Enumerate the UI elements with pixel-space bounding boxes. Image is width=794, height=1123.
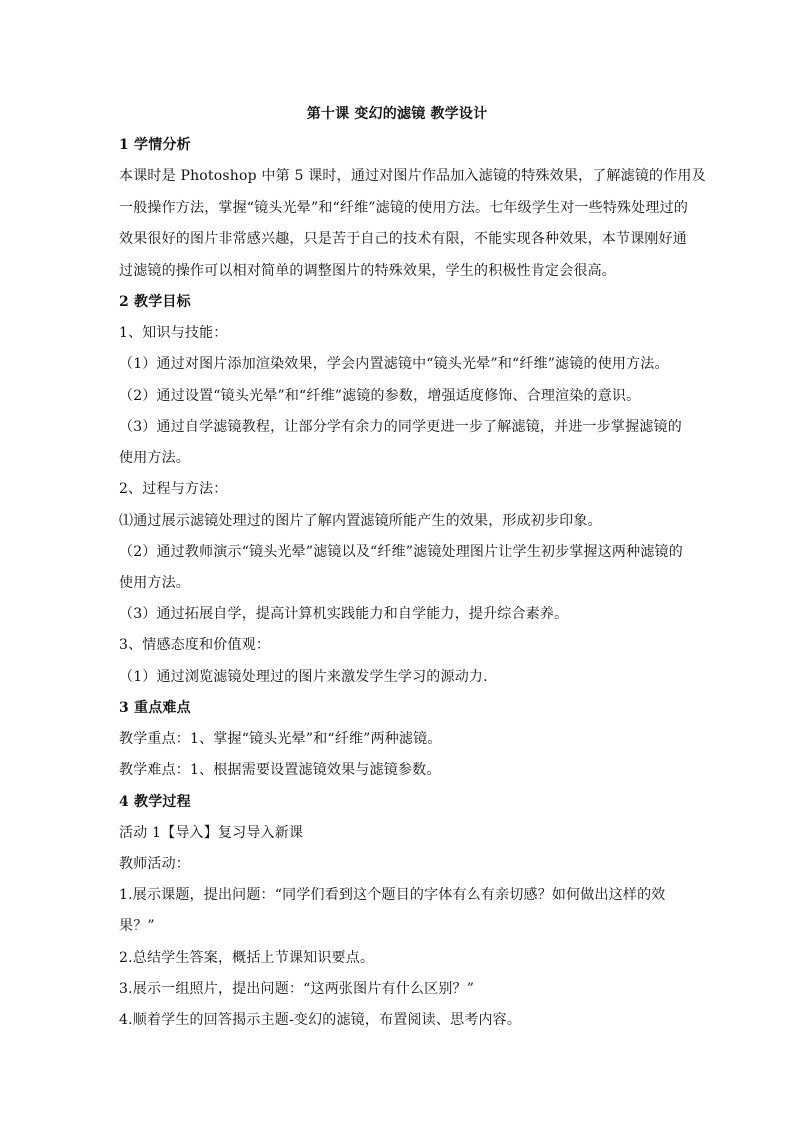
list-item: （1）通过对图片添加渲染效果，学会内置滤镜中“镜头光晕”和“纤维”滤镜的使用方法。 <box>119 356 669 372</box>
list-item: （3）通过自学滤镜教程，让部分学有余力的同学更进一步了解滤镜，并进一步掌握滤镜的 <box>119 419 682 435</box>
list-item: 4.顺着学生的回答揭示主题-变幻的滤镜，布置阅读、思考内容。 <box>119 1012 522 1028</box>
section-heading-analysis: 1 学情分析 <box>119 137 191 153</box>
list-item: （2）通过教师演示“镜头光晕”滤镜以及“纤维”滤镜处理图片让学生初步掌握这两种滤镜的 <box>119 544 683 560</box>
key-point-text: 教学重点：1、掌握“镜头光晕”和“纤维”两种滤镜。 <box>119 731 442 747</box>
list-item: 3.展示一组照片，提出问题：“这两张图片有什么区别？” <box>119 981 475 997</box>
section-heading-goals: 2 教学目标 <box>119 294 191 310</box>
list-item: 2.总结学生答案，概括上节课知识要点。 <box>119 950 375 966</box>
section-heading-key-points: 3 重点难点 <box>119 700 191 716</box>
subheading-knowledge: 1、知识与技能： <box>119 325 228 341</box>
list-item: 1.展示课题，提出问题：“同学们看到这个题目的字体有么有亲切感？如何做出这样的效 <box>119 887 666 903</box>
difficult-point-text: 教学难点：1、根据需要设置滤镜效果与滤镜参数。 <box>119 762 441 778</box>
document-title: 第十课 变幻的滤镜 教学设计 <box>306 106 488 122</box>
list-item-continuation: 使用方法。 <box>119 450 190 466</box>
list-item: ⑴通过展示滤镜处理过的图片了解内置滤镜所能产生的效果，形成初步印象。 <box>119 513 602 529</box>
paragraph-line: 效果很好的图片非常感兴趣，只是苦于自己的技术有限，不能实现各种效果，本节课刚好通 <box>119 231 687 247</box>
section-heading-process: 4 教学过程 <box>119 794 191 810</box>
list-item-continuation: 果？” <box>119 918 155 934</box>
list-item: （2）通过设置“镜头光晕”和“纤维”滤镜的参数，增强适度修饰、合理渲染的意识。 <box>119 388 641 404</box>
paragraph-line: 一般操作方法，掌握“镜头光晕”和“纤维”滤镜的使用方法。七年级学生对一些特殊处理过的 <box>119 200 689 216</box>
activity-title: 活动 1【导入】复习导入新课 <box>119 825 304 841</box>
list-item: （1）通过浏览滤镜处理过的图片来激发学生学习的源动力. <box>119 669 488 685</box>
paragraph-line: 本课时是 Photoshop 中第 5 课时，通过对图片作品加入滤镜的特殊效果，了解滤镜的作用及 <box>119 168 706 184</box>
paragraph-line: 过滤镜的操作可以相对简单的调整图片的特殊效果，学生的积极性肯定会很高。 <box>119 263 616 279</box>
list-item-continuation: 使用方法。 <box>119 575 190 591</box>
subheading-values: 3、情感态度和价值观： <box>119 637 271 653</box>
subheading-process: 2、过程与方法： <box>119 481 228 497</box>
teacher-activity-label: 教师活动： <box>119 856 190 872</box>
list-item: （3）通过拓展自学，提高计算机实践能力和自学能力，提升综合素养。 <box>119 606 569 622</box>
